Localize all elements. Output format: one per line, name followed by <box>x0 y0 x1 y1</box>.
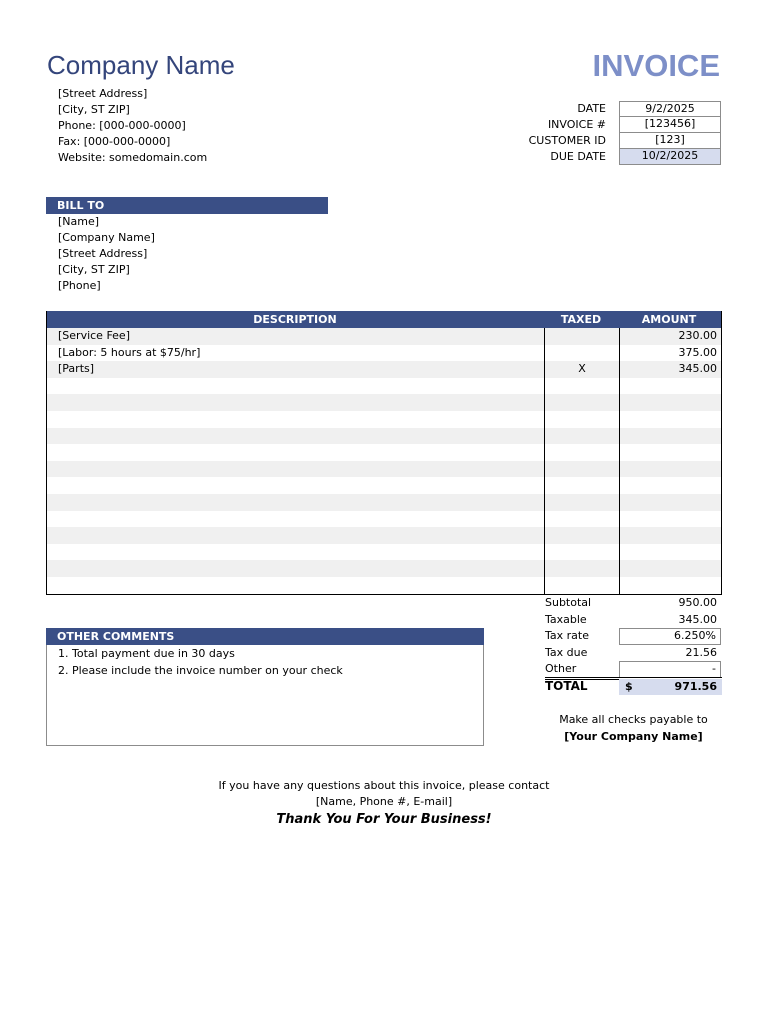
customer-id-label: CUSTOMER ID <box>528 134 606 147</box>
due-date-field[interactable]: 10/2/2025 <box>619 149 721 165</box>
address-street: [Street Address] <box>58 87 148 100</box>
other-field[interactable]: - <box>619 661 721 678</box>
footer-contact-info: [Name, Phone #, E-mail] <box>315 795 453 808</box>
total-currency: $ <box>625 680 633 693</box>
invoice-meta-labels <box>529 101 606 165</box>
column-divider <box>544 328 545 594</box>
item-description: [Parts] <box>58 362 95 376</box>
date-label: DATE <box>577 102 606 115</box>
item-amount: 375.00 <box>678 345 717 359</box>
totals-labels <box>545 595 591 678</box>
comment-line: 1. Total payment due in 30 days <box>58 647 235 660</box>
other-label: Other <box>545 662 577 676</box>
totals-values <box>619 595 721 678</box>
company-name: Company Name <box>47 50 235 80</box>
item-description: [Labor: 5 hours at $75/hr] <box>58 345 201 359</box>
bill-to-city[interactable]: [City, ST ZIP] <box>58 263 130 276</box>
taxable-value: 345.00 <box>678 612 717 626</box>
tax-due-label: Tax due <box>545 645 588 659</box>
address-fax: Fax: [000-000-0000] <box>58 135 171 148</box>
item-amount: 345.00 <box>678 362 717 376</box>
taxed-column-header: TAXED <box>560 313 602 326</box>
invoice-number-field[interactable]: [123456] <box>619 117 721 133</box>
amount-column-header: AMOUNT <box>641 313 697 326</box>
item-amount: 230.00 <box>678 329 717 342</box>
invoice-number-label: INVOICE # <box>547 118 606 131</box>
tax-rate-field[interactable]: 6.250% <box>619 628 721 645</box>
invoice-meta-values <box>619 101 721 165</box>
invoice-title: INVOICE <box>592 48 720 83</box>
line-items-table <box>46 311 722 595</box>
item-taxed: X <box>578 362 586 376</box>
item-description: [Service Fee] <box>58 329 130 342</box>
total-label: TOTAL <box>545 679 588 693</box>
other-comments-box[interactable] <box>46 645 484 746</box>
line-items-header <box>46 311 722 328</box>
payable-line: Make all checks payable to <box>559 713 708 726</box>
bill-to-name[interactable]: [Name] <box>58 215 100 228</box>
bill-to-details <box>58 214 155 294</box>
footer <box>0 778 768 829</box>
due-date-label: DUE DATE <box>550 150 606 163</box>
address-phone: Phone: [000-000-0000] <box>58 119 186 132</box>
company-address <box>58 86 207 166</box>
date-field[interactable]: 9/2/2025 <box>619 101 721 117</box>
description-column-header: DESCRIPTION <box>253 313 337 326</box>
subtotal-value: 950.00 <box>678 596 717 609</box>
bill-to-heading: BILL TO <box>46 197 328 214</box>
thank-you-message: Thank You For Your Business! <box>276 812 492 827</box>
address-city: [City, ST ZIP] <box>58 103 130 116</box>
tax-due-value: 21.56 <box>685 645 717 659</box>
bill-to-company[interactable]: [Company Name] <box>58 231 155 244</box>
bill-to-street[interactable]: [Street Address] <box>58 247 148 260</box>
taxable-label: Taxable <box>545 612 587 626</box>
other-comments-heading: OTHER COMMENTS <box>46 628 484 645</box>
bill-to-phone[interactable]: [Phone] <box>58 279 101 292</box>
address-website: Website: somedomain.com <box>58 151 208 164</box>
tax-rate-label: Tax rate <box>545 629 589 643</box>
column-divider <box>619 328 620 594</box>
customer-id-field[interactable]: [123] <box>619 133 721 149</box>
total-amount <box>619 679 722 695</box>
total-value: 971.56 <box>674 680 717 693</box>
payable-company: [Your Company Name] <box>564 730 703 743</box>
checks-payable-note <box>545 711 722 745</box>
subtotal-label: Subtotal <box>545 596 592 609</box>
comment-line: 2. Please include the invoice number on your check <box>58 664 343 677</box>
footer-contact-line: If you have any questions about this invoice, please contact <box>218 779 550 792</box>
